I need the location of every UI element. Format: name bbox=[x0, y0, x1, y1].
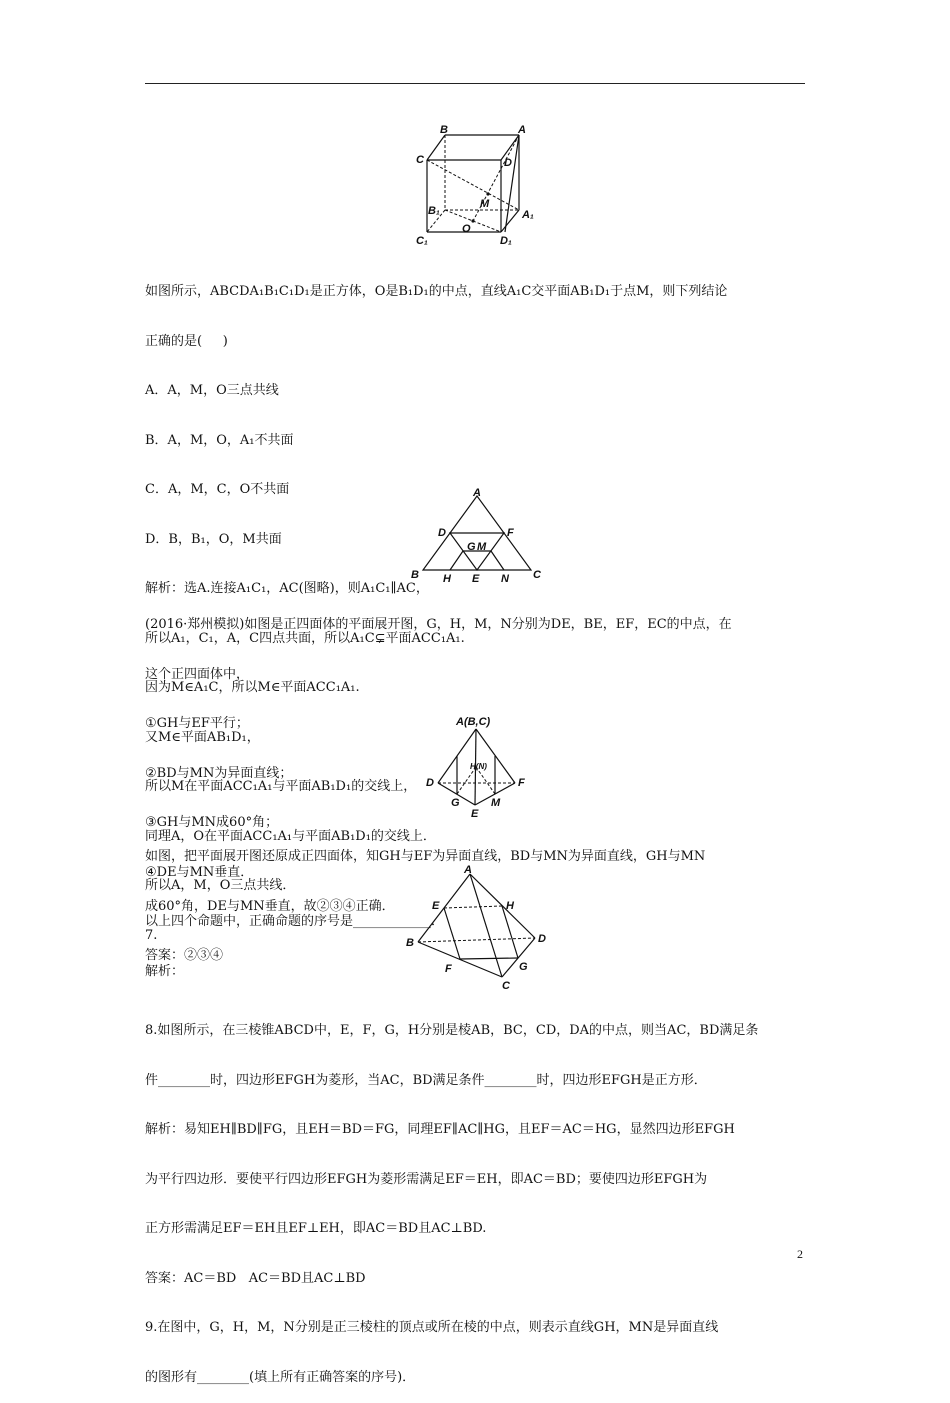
text-line: 所以A₁，C₁，A，C四点共面，所以A₁C⊊平面ACC₁A₁. bbox=[145, 630, 465, 646]
text-line: 的图形有________(填上所有正确答案的序号)． bbox=[145, 1369, 416, 1385]
text-line: B．A，M，O，A₁不共面 bbox=[145, 432, 294, 448]
tetra-label-D: D bbox=[426, 777, 434, 789]
cube-label-D1: D₁ bbox=[500, 235, 512, 247]
cube-figure bbox=[410, 122, 545, 252]
pyr-label-H: H bbox=[506, 900, 514, 912]
cube-label-C1: C₁ bbox=[416, 235, 428, 247]
page-number: 2 bbox=[797, 1247, 803, 1261]
pyr-label-F: F bbox=[445, 963, 452, 975]
text-line: 所以A，M，O三点共线． bbox=[145, 878, 296, 893]
net-label-C: C bbox=[533, 569, 541, 581]
text-line: 答案：AC＝BD AC＝BD且AC⊥BD bbox=[145, 1270, 366, 1286]
section8-text bbox=[145, 990, 810, 1403]
text-line: 如图，把平面展开图还原成正四面体，知GH与EF为异面直线，BD与MN为异面直线，GH与MN bbox=[145, 849, 706, 864]
text-line: 又M∈平面AB₁D₁， bbox=[145, 729, 260, 745]
cube-label-D: D bbox=[504, 157, 512, 169]
text-line: 答案：②③④ bbox=[145, 948, 224, 963]
pyr-label-D: D bbox=[538, 933, 546, 945]
text-line: 正方形需满足EF＝EH且EF⊥EH，即AC＝BD且AC⊥BD. bbox=[145, 1221, 487, 1236]
pyramid-figure bbox=[400, 862, 550, 990]
net-label-F: F bbox=[507, 527, 514, 539]
net-label-N: N bbox=[501, 573, 509, 584]
text-line: 因为M∈A₁C，所以M∈平面ACC₁A₁. bbox=[145, 680, 360, 695]
text-line: 成60°角，DE与MN垂直，故②③④正确． bbox=[145, 898, 395, 914]
text-line: 所以M在平面ACC₁A₁与平面AB₁D₁的交线上， bbox=[145, 779, 417, 794]
net-label-D: D bbox=[438, 527, 446, 539]
cube-label-M: M bbox=[480, 198, 490, 210]
text-line: 件________时，四边形EFGH为菱形，当AC，BD满足条件________时，四边形EFGH是正方形． bbox=[145, 1072, 707, 1088]
cube-label-A: A bbox=[518, 124, 526, 136]
text-line: 以上四个命题中，正确命题的序号是____________． bbox=[145, 914, 445, 929]
text-line: (2016·郑州模拟)如图是正四面体的平面展开图，G，H，M，N分别为DE，BE，EF，EC的中点，在 bbox=[145, 617, 732, 632]
text-line: 这个正四面体中， bbox=[145, 666, 250, 682]
net-label-M: M bbox=[477, 541, 487, 553]
cube-label-B: B bbox=[440, 124, 448, 136]
tetra-label-M: M bbox=[491, 797, 501, 809]
cube-label-C: C bbox=[416, 154, 424, 166]
tetra-label-G: G bbox=[451, 797, 460, 809]
text-line: C．A，M，C，O不共面 bbox=[145, 482, 290, 497]
net-label-A: A bbox=[473, 487, 481, 499]
cube-label-O: O bbox=[462, 223, 471, 235]
text-line: 解析： bbox=[145, 963, 185, 979]
net-label-H: H bbox=[443, 573, 451, 584]
text-line: ②BD与MN为异面直线； bbox=[145, 765, 293, 781]
pyr-label-A: A bbox=[464, 864, 472, 876]
tetra-label-A: A(B,C) bbox=[456, 716, 491, 728]
text-line: A．A，M，O三点共线 bbox=[145, 383, 279, 398]
tetra-label-HN: H(N) bbox=[470, 762, 487, 771]
cube-label-A1: A₁ bbox=[522, 209, 534, 221]
text-line: 解析：易知EH∥BD∥FG，且EH＝BD＝FG，同理EF∥AC∥HG，且EF＝AC＝HG，显然四边形EFGH bbox=[145, 1122, 735, 1137]
text-line: 同理A，O在平面ACC₁A₁与平面AB₁D₁的交线上． bbox=[145, 828, 436, 844]
text-line: 正确的是( ) bbox=[145, 333, 228, 349]
net-label-E: E bbox=[472, 573, 480, 584]
text-line: ①GH与EF平行； bbox=[145, 716, 249, 731]
pyr-label-G: G bbox=[519, 961, 528, 973]
header-rule bbox=[145, 83, 805, 84]
pyr-label-B: B bbox=[406, 937, 414, 949]
text-line: ④DE与MN垂直． bbox=[145, 864, 254, 880]
cube-label-B1: B₁ bbox=[428, 205, 440, 217]
net-label-B: B bbox=[411, 569, 419, 581]
tetra-label-E: E bbox=[471, 808, 479, 820]
text-line: 解析：选A.连接A₁C₁，AC(图略)，则A₁C₁∥AC， bbox=[145, 581, 429, 596]
tetra-label-F: F bbox=[518, 777, 525, 789]
net-figure bbox=[405, 486, 550, 584]
text-line: 8.如图所示，在三棱锥ABCD中，E，F，G，H分别是棱AB，BC，CD，DA的中点，则当AC，BD满足条 bbox=[145, 1023, 759, 1038]
text-line: D．B，B₁，O，M共面 bbox=[145, 531, 282, 547]
tetrahedron-figure bbox=[420, 713, 535, 821]
pyr-label-E: E bbox=[432, 900, 440, 912]
text-line: 为平行四边形．要使平行四边形EFGH为菱形需满足EF＝EH，即AC＝BD；要使四边形EFGH为 bbox=[145, 1171, 708, 1187]
text-line: 9.在图中，G，H，M，N分别是正三棱柱的顶点或所在棱的中点，则表示直线GH，MN是异面直线 bbox=[145, 1320, 719, 1335]
pyr-label-C: C bbox=[502, 980, 510, 990]
text-line: ③GH与MN成60°角； bbox=[145, 815, 279, 830]
text-line: 如图所示，ABCDA₁B₁C₁D₁是正方体，O是B₁D₁的中点，直线A₁C交平面AB₁D₁于点M，则下列结论 bbox=[145, 284, 728, 299]
text-line: 7. bbox=[145, 927, 158, 943]
net-label-G: G bbox=[467, 541, 476, 553]
